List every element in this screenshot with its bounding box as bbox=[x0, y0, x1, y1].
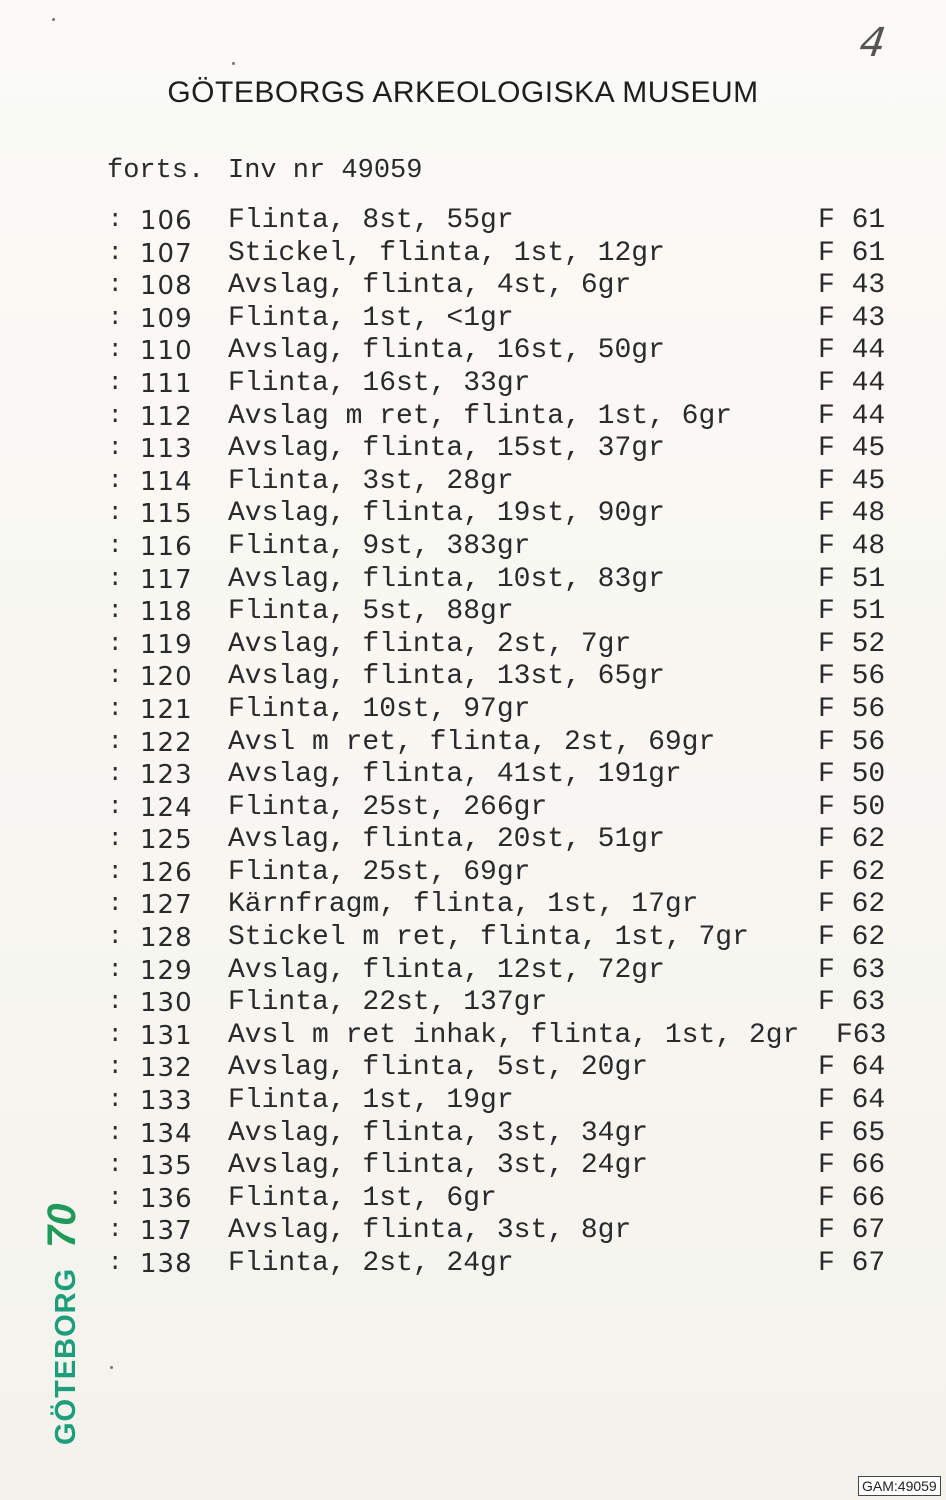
row-number: 106 bbox=[140, 206, 193, 236]
row-number: 138 bbox=[140, 1249, 193, 1279]
row-find-code: F 43 bbox=[818, 270, 886, 302]
catalog-row bbox=[0, 238, 946, 271]
row-description: Avslag, flinta, 15st, 37gr bbox=[228, 433, 665, 465]
catalog-row bbox=[0, 759, 946, 792]
row-colon: : bbox=[108, 924, 123, 952]
catalog-row bbox=[0, 270, 946, 303]
catalog-row bbox=[0, 1085, 946, 1118]
row-description: Flinta, 2st, 24gr bbox=[228, 1248, 514, 1279]
stamp-year: 70 bbox=[40, 1203, 84, 1248]
row-number: 120 bbox=[140, 662, 193, 693]
paper-speck bbox=[52, 18, 55, 21]
row-number: 127 bbox=[140, 890, 193, 921]
row-colon: : bbox=[108, 826, 123, 854]
row-number: 129 bbox=[140, 955, 193, 986]
row-description: Flinta, 8st, 55gr bbox=[228, 205, 514, 236]
paper-speck bbox=[110, 1366, 113, 1369]
row-find-code: F 45 bbox=[818, 433, 886, 465]
inventory-number: Inv nr 49059 bbox=[228, 156, 423, 186]
museum-title bbox=[0, 76, 946, 110]
museum-title-text: GÖTEBORGS ARKEOLOGISKA MUSEUM bbox=[167, 76, 759, 109]
row-find-code: F 51 bbox=[818, 563, 886, 595]
row-find-code: F 62 bbox=[818, 824, 886, 856]
catalog-row bbox=[0, 303, 946, 336]
catalog-row bbox=[0, 889, 946, 922]
catalog-row bbox=[0, 1183, 946, 1216]
catalog-row bbox=[0, 955, 946, 988]
row-description: Avslag, flinta, 2st, 7gr bbox=[228, 628, 632, 660]
row-find-code: F 66 bbox=[818, 1150, 886, 1182]
row-find-code: F 45 bbox=[818, 465, 886, 497]
catalog-row bbox=[0, 987, 946, 1020]
row-number: 118 bbox=[140, 597, 193, 628]
row-number: 134 bbox=[140, 1118, 193, 1149]
row-find-code: F 61 bbox=[818, 237, 886, 269]
row-colon: : bbox=[108, 956, 123, 984]
row-description: Avslag, flinta, 13st, 65gr bbox=[228, 661, 665, 693]
row-find-code: F 62 bbox=[818, 889, 886, 921]
stamp-city: GÖTEBORG bbox=[50, 1267, 82, 1445]
row-number: 115 bbox=[140, 499, 193, 530]
row-number: 131 bbox=[140, 1020, 193, 1051]
row-colon: : bbox=[108, 793, 123, 821]
row-number: 109 bbox=[140, 303, 193, 334]
row-colon: : bbox=[108, 1054, 123, 1082]
row-find-code: F 44 bbox=[818, 367, 886, 399]
row-description: Flinta, 3st, 28gr bbox=[228, 465, 514, 497]
catalog-row bbox=[0, 922, 946, 955]
row-colon: : bbox=[108, 858, 123, 886]
row-find-code: F 56 bbox=[818, 661, 886, 693]
paper-speck bbox=[232, 62, 235, 65]
row-colon: : bbox=[108, 337, 123, 365]
row-number: 119 bbox=[140, 629, 193, 660]
row-description: Flinta, 1st, <1gr bbox=[228, 302, 514, 334]
row-find-code: F 48 bbox=[818, 530, 886, 562]
row-colon: : bbox=[108, 304, 123, 332]
row-description: Flinta, 25st, 69gr bbox=[228, 856, 531, 888]
row-find-code: F 50 bbox=[818, 791, 886, 823]
handwritten-page-number: 4 bbox=[856, 20, 889, 66]
row-number: 113 bbox=[140, 434, 193, 465]
archive-id-label: GAM:49059 bbox=[858, 1476, 941, 1496]
catalog-row bbox=[0, 335, 946, 368]
catalog-row bbox=[0, 1118, 946, 1151]
row-description: Flinta, 1st, 19gr bbox=[228, 1085, 514, 1117]
row-find-code: F 56 bbox=[818, 726, 886, 758]
catalog-entries bbox=[0, 205, 946, 1281]
row-number: 126 bbox=[140, 857, 193, 888]
row-find-code: F 66 bbox=[818, 1182, 886, 1214]
row-description: Flinta, 1st, 6gr bbox=[228, 1182, 497, 1214]
row-number: 132 bbox=[140, 1053, 193, 1084]
row-description: Avslag, flinta, 3st, 34gr bbox=[228, 1117, 649, 1149]
catalog-row bbox=[0, 824, 946, 857]
row-find-code: F 62 bbox=[818, 856, 886, 888]
row-description: Flinta, 5st, 88gr bbox=[228, 596, 514, 628]
row-number: 130 bbox=[140, 988, 193, 1019]
row-description: Avslag, flinta, 16st, 50gr bbox=[228, 335, 665, 367]
catalog-row bbox=[0, 564, 946, 597]
catalog-row bbox=[0, 401, 946, 434]
row-description: Avslag m ret, flinta, 1st, 6gr bbox=[228, 400, 733, 432]
row-colon: : bbox=[108, 891, 123, 919]
row-description: Flinta, 25st, 266gr bbox=[228, 791, 548, 823]
row-find-code: F 67 bbox=[818, 1248, 886, 1279]
row-number: 136 bbox=[140, 1183, 193, 1214]
catalog-row bbox=[0, 1215, 946, 1248]
row-number: 116 bbox=[140, 531, 193, 562]
row-colon: : bbox=[108, 1250, 123, 1277]
row-colon: : bbox=[108, 761, 123, 789]
row-colon: : bbox=[108, 1184, 123, 1212]
row-colon: : bbox=[108, 207, 123, 234]
row-description: Avslag, flinta, 5st, 20gr bbox=[228, 1052, 649, 1084]
row-find-code: F 61 bbox=[818, 205, 886, 236]
row-find-code: F 44 bbox=[818, 335, 886, 367]
row-number: 108 bbox=[140, 271, 193, 302]
row-description: Avslag, flinta, 41st, 191gr bbox=[228, 759, 682, 791]
row-number: 125 bbox=[140, 825, 193, 856]
row-description: Flinta, 10st, 97gr bbox=[228, 693, 531, 725]
catalog-row bbox=[0, 1052, 946, 1085]
catalog-row bbox=[0, 629, 946, 662]
row-colon: : bbox=[108, 728, 123, 756]
row-find-code: F 56 bbox=[818, 693, 886, 725]
catalog-row bbox=[0, 596, 946, 629]
row-find-code: F 67 bbox=[818, 1215, 886, 1247]
row-colon: : bbox=[108, 1087, 123, 1115]
row-colon: : bbox=[108, 239, 123, 267]
row-description: Avslag, flinta, 10st, 83gr bbox=[228, 563, 665, 595]
row-find-code: F 65 bbox=[818, 1117, 886, 1149]
row-number: 112 bbox=[140, 401, 193, 432]
row-description: Avsl m ret inhak, flinta, 1st, 2gr bbox=[228, 1019, 800, 1051]
catalog-row bbox=[0, 1020, 946, 1053]
row-description: Stickel m ret, flinta, 1st, 7gr bbox=[228, 922, 749, 954]
row-find-code: F 48 bbox=[818, 498, 886, 530]
row-description: Flinta, 16st, 33gr bbox=[228, 367, 531, 399]
row-colon: : bbox=[108, 1152, 123, 1180]
row-colon: : bbox=[108, 369, 123, 397]
row-description: Avslag, flinta, 4st, 6gr bbox=[228, 270, 632, 302]
catalog-row bbox=[0, 368, 946, 401]
row-number: 123 bbox=[140, 760, 193, 791]
row-number: 110 bbox=[140, 336, 193, 367]
row-colon: : bbox=[108, 402, 123, 430]
row-find-code: F 52 bbox=[818, 628, 886, 660]
row-find-code: F 64 bbox=[818, 1052, 886, 1084]
row-number: 122 bbox=[140, 727, 193, 758]
row-find-code: F 44 bbox=[818, 400, 886, 432]
row-find-code: F 51 bbox=[818, 596, 886, 628]
catalog-row bbox=[0, 531, 946, 564]
catalog-row bbox=[0, 433, 946, 466]
row-number: 107 bbox=[140, 238, 193, 269]
row-description: Flinta, 9st, 383gr bbox=[228, 530, 531, 562]
row-colon: : bbox=[108, 989, 123, 1017]
row-number: 137 bbox=[140, 1216, 193, 1247]
catalog-row bbox=[0, 498, 946, 531]
row-number: 117 bbox=[140, 564, 193, 595]
row-description: Flinta, 22st, 137gr bbox=[228, 987, 548, 1019]
row-colon: : bbox=[108, 467, 123, 495]
row-number: 114 bbox=[140, 466, 193, 497]
catalog-row bbox=[0, 694, 946, 727]
row-find-code: F 64 bbox=[818, 1085, 886, 1117]
row-number: 128 bbox=[140, 923, 193, 954]
row-number: 135 bbox=[140, 1151, 193, 1182]
row-colon: : bbox=[108, 1119, 123, 1147]
row-find-code: F 63 bbox=[818, 987, 886, 1019]
catalog-row bbox=[0, 661, 946, 694]
row-colon: : bbox=[108, 1021, 123, 1049]
continuation-label: forts. bbox=[107, 156, 205, 186]
row-find-code: F63 bbox=[836, 1019, 887, 1051]
row-description: Avslag, flinta, 3st, 8gr bbox=[228, 1215, 632, 1247]
catalog-row bbox=[0, 727, 946, 760]
row-colon: : bbox=[108, 695, 123, 723]
card-header bbox=[107, 156, 423, 186]
catalog-row bbox=[0, 1150, 946, 1183]
row-find-code: F 50 bbox=[818, 759, 886, 791]
catalog-row bbox=[0, 792, 946, 825]
row-colon: : bbox=[108, 630, 123, 658]
row-find-code: F 63 bbox=[818, 954, 886, 986]
row-find-code: F 62 bbox=[818, 922, 886, 954]
row-description: Avslag, flinta, 20st, 51gr bbox=[228, 824, 665, 856]
catalog-row bbox=[0, 205, 946, 238]
row-number: 121 bbox=[140, 694, 193, 725]
row-description: Stickel, flinta, 1st, 12gr bbox=[228, 237, 665, 269]
catalog-row bbox=[0, 1248, 946, 1281]
catalog-row bbox=[0, 857, 946, 890]
row-colon: : bbox=[108, 435, 123, 463]
row-number: 111 bbox=[140, 368, 193, 399]
row-description: Avslag, flinta, 19st, 90gr bbox=[228, 498, 665, 530]
row-colon: : bbox=[108, 532, 123, 560]
row-colon: : bbox=[108, 1217, 123, 1245]
row-number: 133 bbox=[140, 1086, 193, 1117]
row-description: Avsl m ret, flinta, 2st, 69gr bbox=[228, 726, 716, 758]
row-colon: : bbox=[108, 565, 123, 593]
row-colon: : bbox=[108, 663, 123, 691]
row-description: Avslag, flinta, 3st, 24gr bbox=[228, 1150, 649, 1182]
row-colon: : bbox=[108, 500, 123, 528]
row-description: Kärnfragm, flinta, 1st, 17gr bbox=[228, 889, 699, 921]
row-description: Avslag, flinta, 12st, 72gr bbox=[228, 954, 665, 986]
row-number: 124 bbox=[140, 792, 193, 823]
catalog-row bbox=[0, 466, 946, 499]
row-colon: : bbox=[108, 598, 123, 626]
row-find-code: F 43 bbox=[818, 302, 886, 334]
row-colon: : bbox=[108, 272, 123, 300]
